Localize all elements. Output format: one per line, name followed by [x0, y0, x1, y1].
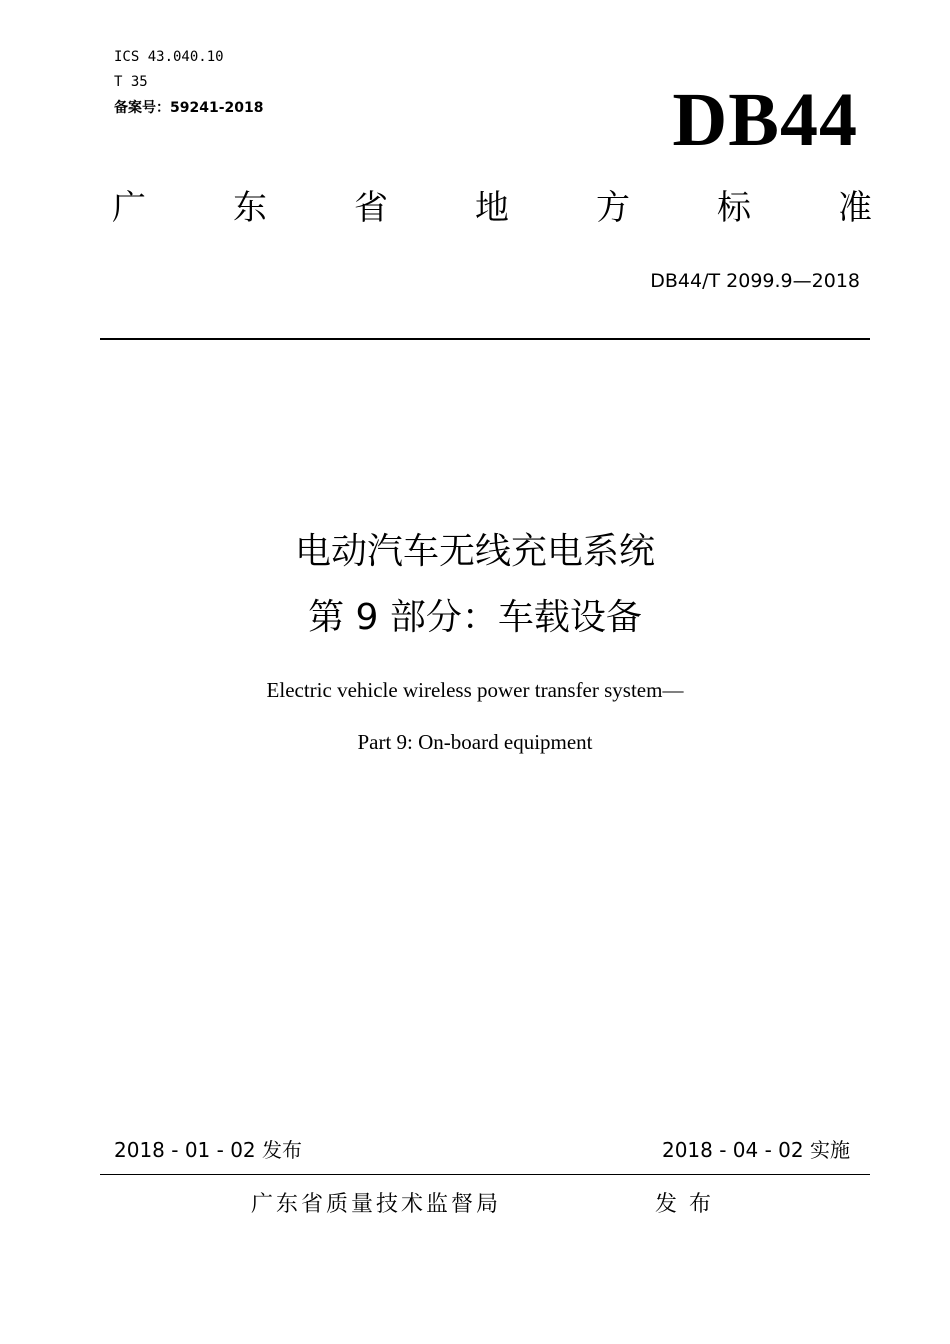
implementation-date: 2018 - 04 - 02 实施: [661, 1138, 850, 1162]
standard-type-char: 准: [838, 188, 872, 228]
publish-label: 发布: [655, 1192, 724, 1217]
issue-date: 2018 - 01 - 02 发布: [114, 1138, 303, 1162]
standard-type-char: 地: [475, 188, 509, 228]
title-zh-line2: 第 9 部分：车载设备: [308, 597, 642, 638]
category-code: T 35: [114, 74, 148, 90]
title-en-line2: Part 9: On-board equipment: [357, 730, 593, 754]
top-divider: [100, 338, 870, 340]
title-en-line1: Electric vehicle wireless power transfer system—: [266, 678, 684, 702]
standard-type: [112, 184, 872, 232]
standard-type-char: 东: [233, 188, 267, 228]
bottom-divider: [100, 1174, 870, 1175]
issuing-authority: 广东省质量技术监督局: [251, 1192, 502, 1217]
standard-type-char: 省: [354, 188, 388, 228]
db-code-logo: DB44: [672, 78, 858, 162]
standard-type-char: 标: [717, 188, 751, 228]
standard-number: DB44/T 2099.9—2018: [650, 270, 860, 292]
title-zh-line1: 电动汽车无线充电系统: [294, 531, 655, 572]
filing-number: 备案号：59241-2018: [114, 100, 264, 116]
standard-type-char: 方: [596, 188, 630, 228]
ics-code: ICS 43.040.10: [114, 49, 224, 65]
standard-type-char: 广: [112, 188, 146, 228]
